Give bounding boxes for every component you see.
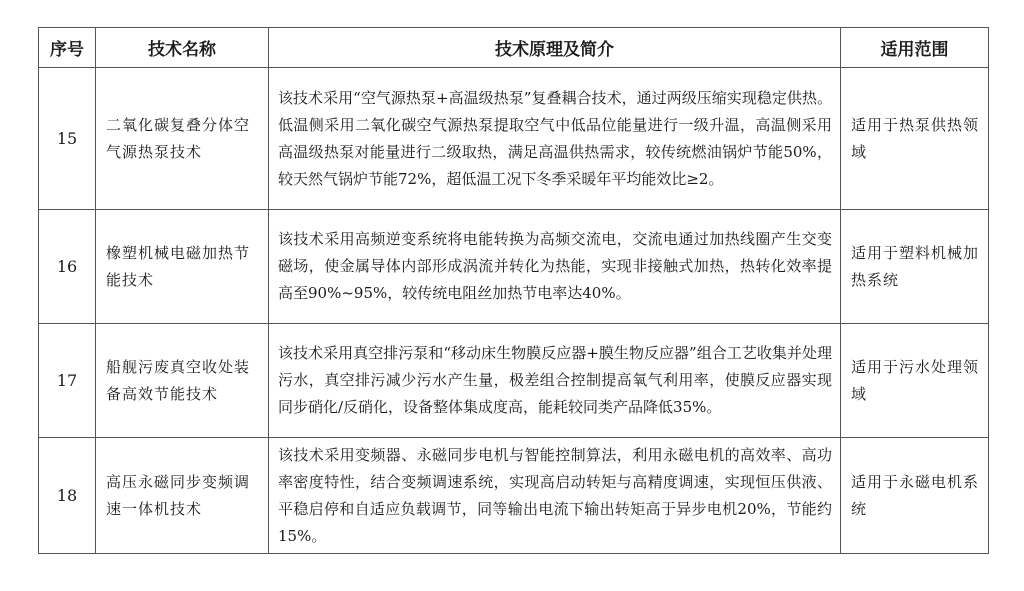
table-row bbox=[39, 324, 989, 438]
header-technology-name: 技术名称 bbox=[96, 28, 269, 68]
row-number: 17 bbox=[39, 324, 96, 438]
applicable-scope: 适用于污水处理领域 bbox=[841, 324, 989, 438]
header-applicable-scope: 适用范围 bbox=[841, 28, 989, 68]
technology-description: 该技术采用“空气源热泵+高温级热泵”复叠耦合技术，通过两级压缩实现稳定供热。低温侧采用二氧化碳空气源热泵提取空气中低品位能量进行一级升温，高温侧采用高温级热泵对能量进行二级取热，满足高温供热需求，较传统燃油锅炉节能50%，较天然气锅炉节能72%，超低温工况下冬季采暖年平均能效比≥2。 bbox=[269, 68, 841, 210]
technology-name: 二氧化碳复叠分体空气源热泵技术 bbox=[96, 68, 269, 210]
header-serial-number: 序号 bbox=[39, 28, 96, 68]
table-row bbox=[39, 438, 989, 554]
row-number: 18 bbox=[39, 438, 96, 554]
table-row bbox=[39, 68, 989, 210]
technology-name: 高压永磁同步变频调速一体机技术 bbox=[96, 438, 269, 554]
technology-table bbox=[38, 27, 989, 554]
applicable-scope: 适用于永磁电机系统 bbox=[841, 438, 989, 554]
technology-description: 该技术采用真空排污泵和“移动床生物膜反应器+膜生物反应器”组合工艺收集并处理污水，真空排污减少污水产生量，极差组合控制提高氧气利用率，使膜反应器实现同步硝化/反硝化，设备整体集成度高，能耗较同类产品降低35%。 bbox=[269, 324, 841, 438]
applicable-scope: 适用于热泵供热领域 bbox=[841, 68, 989, 210]
technology-name: 橡塑机械电磁加热节能技术 bbox=[96, 210, 269, 324]
table-row bbox=[39, 210, 989, 324]
row-number: 16 bbox=[39, 210, 96, 324]
table-header-row bbox=[39, 28, 989, 68]
applicable-scope: 适用于塑料机械加热系统 bbox=[841, 210, 989, 324]
technology-name: 船舰污废真空收处装备高效节能技术 bbox=[96, 324, 269, 438]
technology-description: 该技术采用变频器、永磁同步电机与智能控制算法，利用永磁电机的高效率、高功率密度特性，结合变频调速系统，实现高启动转矩与高精度调速，实现恒压供液、平稳启停和自适应负载调节，同等输出电流下输出转矩高于异步电机20%，节能约15%。 bbox=[269, 438, 841, 554]
technology-table-container bbox=[38, 27, 989, 554]
row-number: 15 bbox=[39, 68, 96, 210]
technology-description: 该技术采用高频逆变系统将电能转换为高频交流电，交流电通过加热线圈产生交变磁场，使金属导体内部形成涡流并转化为热能，实现非接触式加热，热转化效率提高至90%~95%，较传统电阻丝加热节电率达40%。 bbox=[269, 210, 841, 324]
header-principle-description: 技术原理及简介 bbox=[269, 28, 841, 68]
